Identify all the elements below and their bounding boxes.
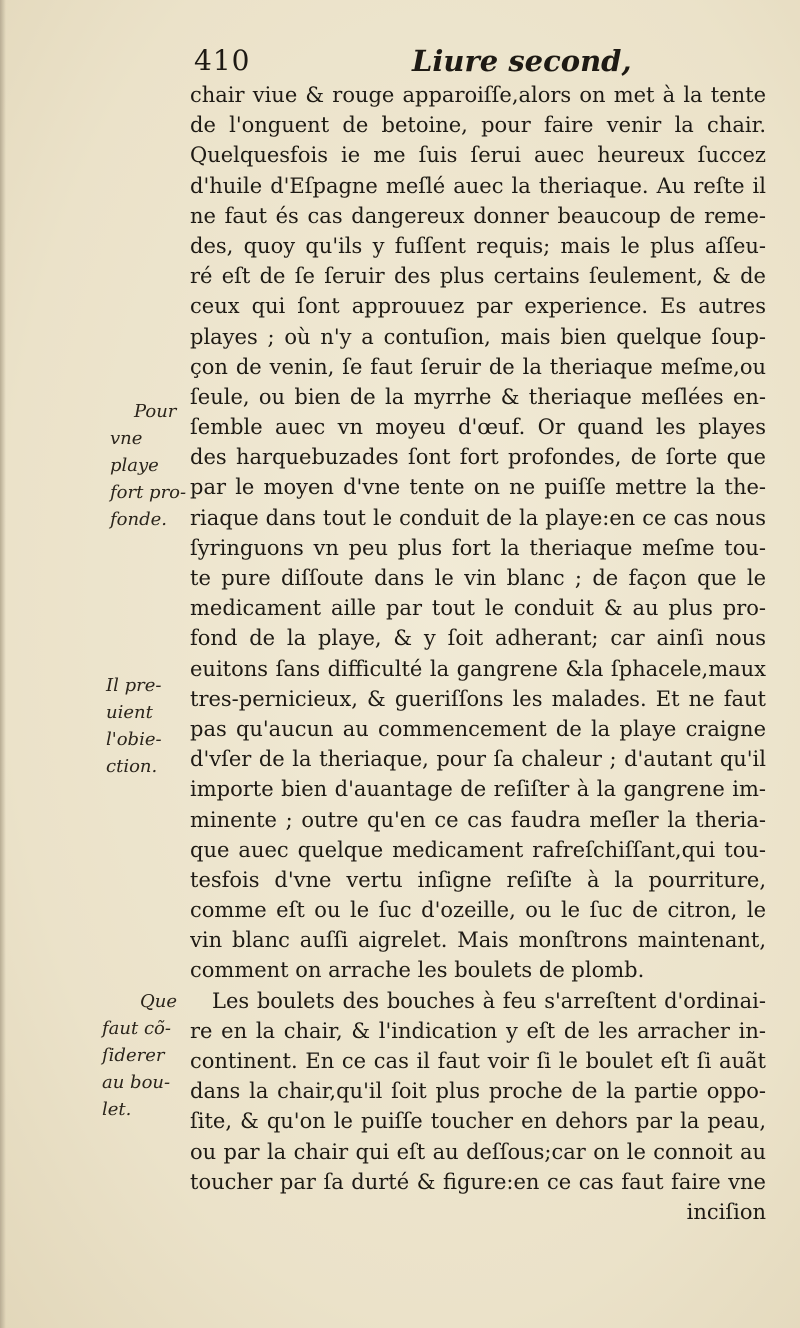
page-gutter-shadow <box>0 0 6 1328</box>
text-line: comment on arrache les boulets de plomb. <box>190 958 645 983</box>
text-line: fond de la playe, & y ſoit adherant; car ainſi nous <box>190 626 766 651</box>
margin-note-line: Que <box>140 991 178 1012</box>
text-line: re en la chair, & l'indication y eſt de les arracher in- <box>190 1018 766 1043</box>
text-line: des, quoy qu'ils y fuſſent requis; mais le plus aſſeu- <box>190 233 766 258</box>
text-line: ſite, & qu'on le puiſſe toucher en dehors par la peau, <box>190 1109 766 1134</box>
text-line: euitons ſans difficulté la gangrene &la ſphacele,maux <box>190 656 766 681</box>
text-line: ſeule, ou bien de la myrrhe & theriaque meſlées en- <box>190 384 766 409</box>
margin-note-line: playe <box>110 455 159 476</box>
margin-note-line: Pour <box>134 401 177 422</box>
text-line: riaque dans tout le conduit de la playe:en ce cas nous <box>190 505 766 530</box>
text-line: importe bien d'auantage de reſiſter à la gangrene im- <box>190 777 766 802</box>
text-line: tesfois d'vne vertu inſigne reſiſte à la pourriture, <box>190 867 766 892</box>
text-line: des harquebuzades ſont fort profondes, de ſorte que <box>190 445 766 470</box>
text-line: continent. En ce cas il faut voir ſi le boulet eſt ſi auãt <box>190 1049 766 1073</box>
text-line: çon de venin, ſe faut ſeruir de la theriaque meſme,ou <box>190 354 766 379</box>
margin-note-line: uient <box>106 702 153 723</box>
text-line: ré eſt de ſe ſeruir des plus certains ſeulement, & de <box>190 264 766 289</box>
text-line: Quelquesfois ie me ſuis ſerui auec heureux ſuccez <box>190 143 766 168</box>
text-line: comme eſt ou le ſuc d'ozeille, ou le ſuc de citron, le <box>190 898 766 923</box>
margin-note-line: au bou- <box>102 1072 171 1093</box>
text-line: que auec quelque medicament rafreſchiſſant,qui tou- <box>190 837 766 862</box>
running-title: Liure second, <box>412 44 632 78</box>
text-line: minente ; outre qu'en ce cas faudra meſler la theria- <box>190 807 766 832</box>
body-text <box>190 80 766 1227</box>
text-line: ceux qui ſont approuuez par experience. Es autres <box>190 294 766 319</box>
margin-note-line: ction. <box>106 756 158 777</box>
margin-note-line: fort pro- <box>110 482 187 503</box>
text-line: chair viue & rouge apparoiſſe,alors on met à la tente <box>190 83 766 107</box>
margin-note-line: Il pre- <box>106 675 162 696</box>
margin-note-line: ſiderer <box>102 1045 165 1066</box>
text-line: playes ; où n'y a contuſion, mais bien quelque ſoup- <box>190 324 766 349</box>
margin-note-line: let. <box>102 1099 132 1120</box>
margin-note-line: faut cõ- <box>102 1018 171 1039</box>
margin-note <box>106 672 162 780</box>
text-line: par le moyen d'vne tente on ne puiſſe mettre la the- <box>190 475 766 500</box>
text-line: ſyringuons vn peu plus fort la theriaque meſme tou- <box>190 535 766 560</box>
text-line: ne faut és cas dangereux donner beaucoup de reme- <box>190 203 766 228</box>
text-line: vin blanc auſſi aigrelet. Mais monſtrons maintenant, <box>190 928 766 953</box>
text-line: inciſion <box>686 1199 766 1224</box>
margin-note-line: fonde. <box>110 509 167 530</box>
text-line: medicament aille par tout le conduit & au plus pro- <box>190 596 766 621</box>
margin-note-line: vne <box>110 428 143 449</box>
text-line: ſemble auec vn moyeu d'œuf. Or quand les playes <box>190 415 766 440</box>
margin-note <box>102 988 177 1123</box>
text-line: d'vſer de la theriaque, pour ſa chaleur ; d'autant qu'il <box>190 747 766 772</box>
text-line: d'huile d'Eſpagne meſlé auec la theriaque. Au reſte il <box>190 173 766 198</box>
margin-note <box>110 398 186 533</box>
text-line: de l'onguent de betoine, pour faire venir la chair. <box>190 113 766 138</box>
page-number: 410 <box>194 44 251 77</box>
text-line: dans la chair,qu'il ſoit plus proche de la partie oppo- <box>190 1079 766 1104</box>
page-header <box>194 44 794 84</box>
margin-note-line: l'obie- <box>106 729 162 750</box>
text-line: te pure diſſoute dans le vin blanc ; de façon que le <box>190 566 766 590</box>
text-line: ou par la chair qui eſt au deſſous;car on le connoit au <box>190 1139 766 1164</box>
text-line: Les boulets des bouches à feu s'arreſtent d'ordinai- <box>212 988 766 1013</box>
text-line: pas qu'aucun au commencement de la playe craigne <box>190 716 766 741</box>
text-line: toucher par ſa durté & figure:en ce cas faut faire vne <box>190 1169 766 1194</box>
text-line: tres-pernicieux, & gueriſſons les malades. Et ne faut <box>190 686 766 711</box>
